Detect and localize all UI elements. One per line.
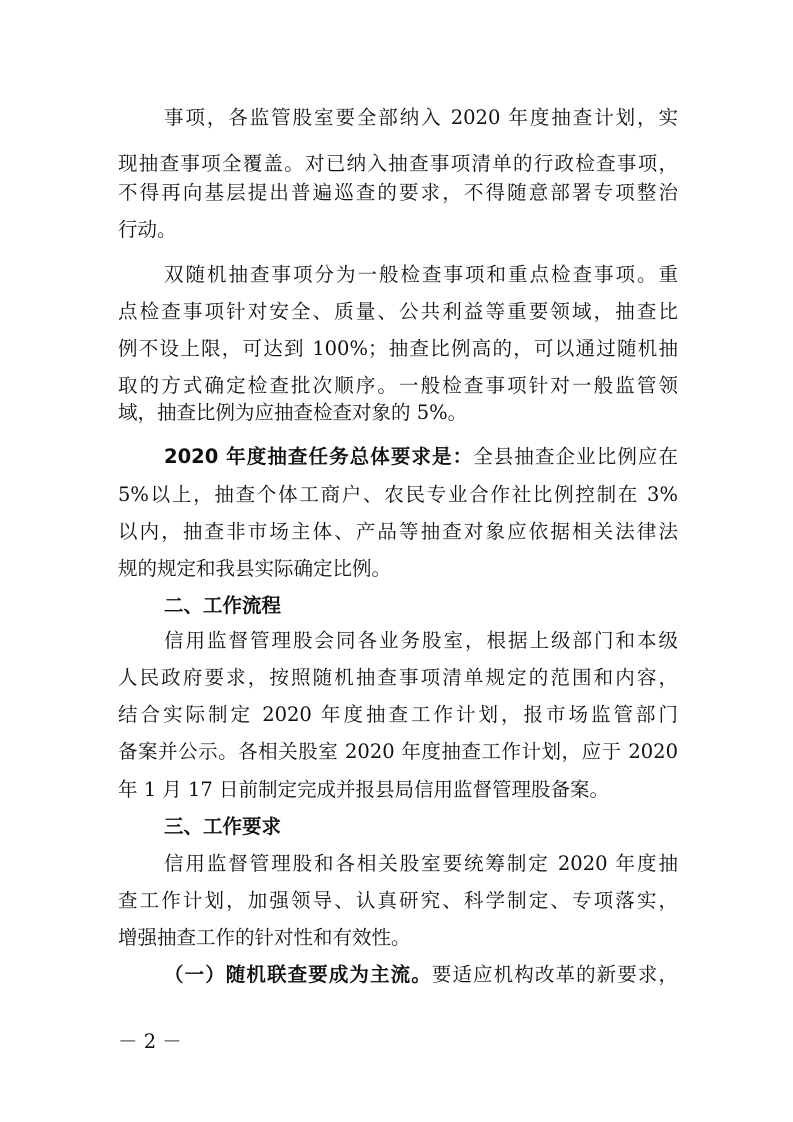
page-number: － 2 － [118,1030,182,1053]
paragraph-4-line-1: 信用监督管理股会同各业务股室，根据上级部门和本级 [164,629,678,652]
paragraph-6-lead-rest: 要适应机构改革的新要求， [431,963,678,986]
paragraph-4-line-3: 结合实际制定 2020 年度抽查工作计划，报市场监管部门 [118,703,678,726]
paragraph-2-line-4: 取的方式确定检查批次顺序。一般检查事项针对一般监管领 [118,374,678,397]
paragraph-1-line-3: 不得再向基层提出普遍巡查的要求，不得随意部署专项整治 [118,181,678,204]
paragraph-4-line-2: 人民政府要求，按照随机抽查事项清单规定的范围和内容， [118,666,678,689]
paragraph-3-line-4: 规的规定和我县实际确定比例。 [118,557,392,580]
paragraph-3-line-3: 以内，抽查非市场主体、产品等抽查对象应依据相关法律法 [118,520,678,543]
paragraph-3-lead-bold: 2020 年度抽查任务总体要求是： [164,445,474,468]
paragraph-2-line-3: 例不设上限，可达到 100%；抽查比例高的，可以通过随机抽 [118,337,678,360]
paragraph-6-line-1 [164,960,678,990]
section-heading-workflow: 二、工作流程 [164,594,282,617]
section-heading-requirements: 三、工作要求 [164,815,282,838]
paragraph-5-line-3: 增强抽查工作的针对性和有效性。 [118,926,411,949]
paragraph-5-line-1: 信用监督管理股和各相关股室要统筹制定 2020 年度抽 [164,852,678,875]
paragraph-5-line-2: 查工作计划，加强领导、认真研究、科学制定、专项落实， [118,889,678,912]
paragraph-3-line-2: 5%以上，抽查个体工商户、农民专业合作社比例控制在 3% [118,483,678,506]
paragraph-2-line-2: 点检查事项针对安全、质量、公共利益等重要领域，抽查比 [118,300,678,323]
paragraph-1-line-2: 现抽查事项全覆盖。对已纳入抽查事项清单的行政检查事项， [118,152,678,175]
paragraph-2-line-5: 域，抽查比例为应抽查检查对象的 5%。 [118,401,468,424]
paragraph-3-lead-rest: 全县抽查企业比例应在 [473,445,678,468]
paragraph-3-line-1 [164,442,678,472]
paragraph-6-lead-bold: （一）随机联查要成为主流。 [164,963,432,986]
paragraph-2-line-1: 双随机抽查事项分为一般检查事项和重点检查事项。重 [164,263,678,286]
paragraph-4-line-4: 备案并公示。各相关股室 2020 年度抽查工作计划，应于 2020 [118,740,678,763]
paragraph-1-line-4: 行动。 [118,218,177,241]
paragraph-1-line-1: 事项，各监管股室要全部纳入 2020 年度抽查计划，实 [164,106,678,129]
paragraph-4-line-5: 年 1 月 17 日前制定完成并报县局信用监督管理股备案。 [118,778,610,801]
